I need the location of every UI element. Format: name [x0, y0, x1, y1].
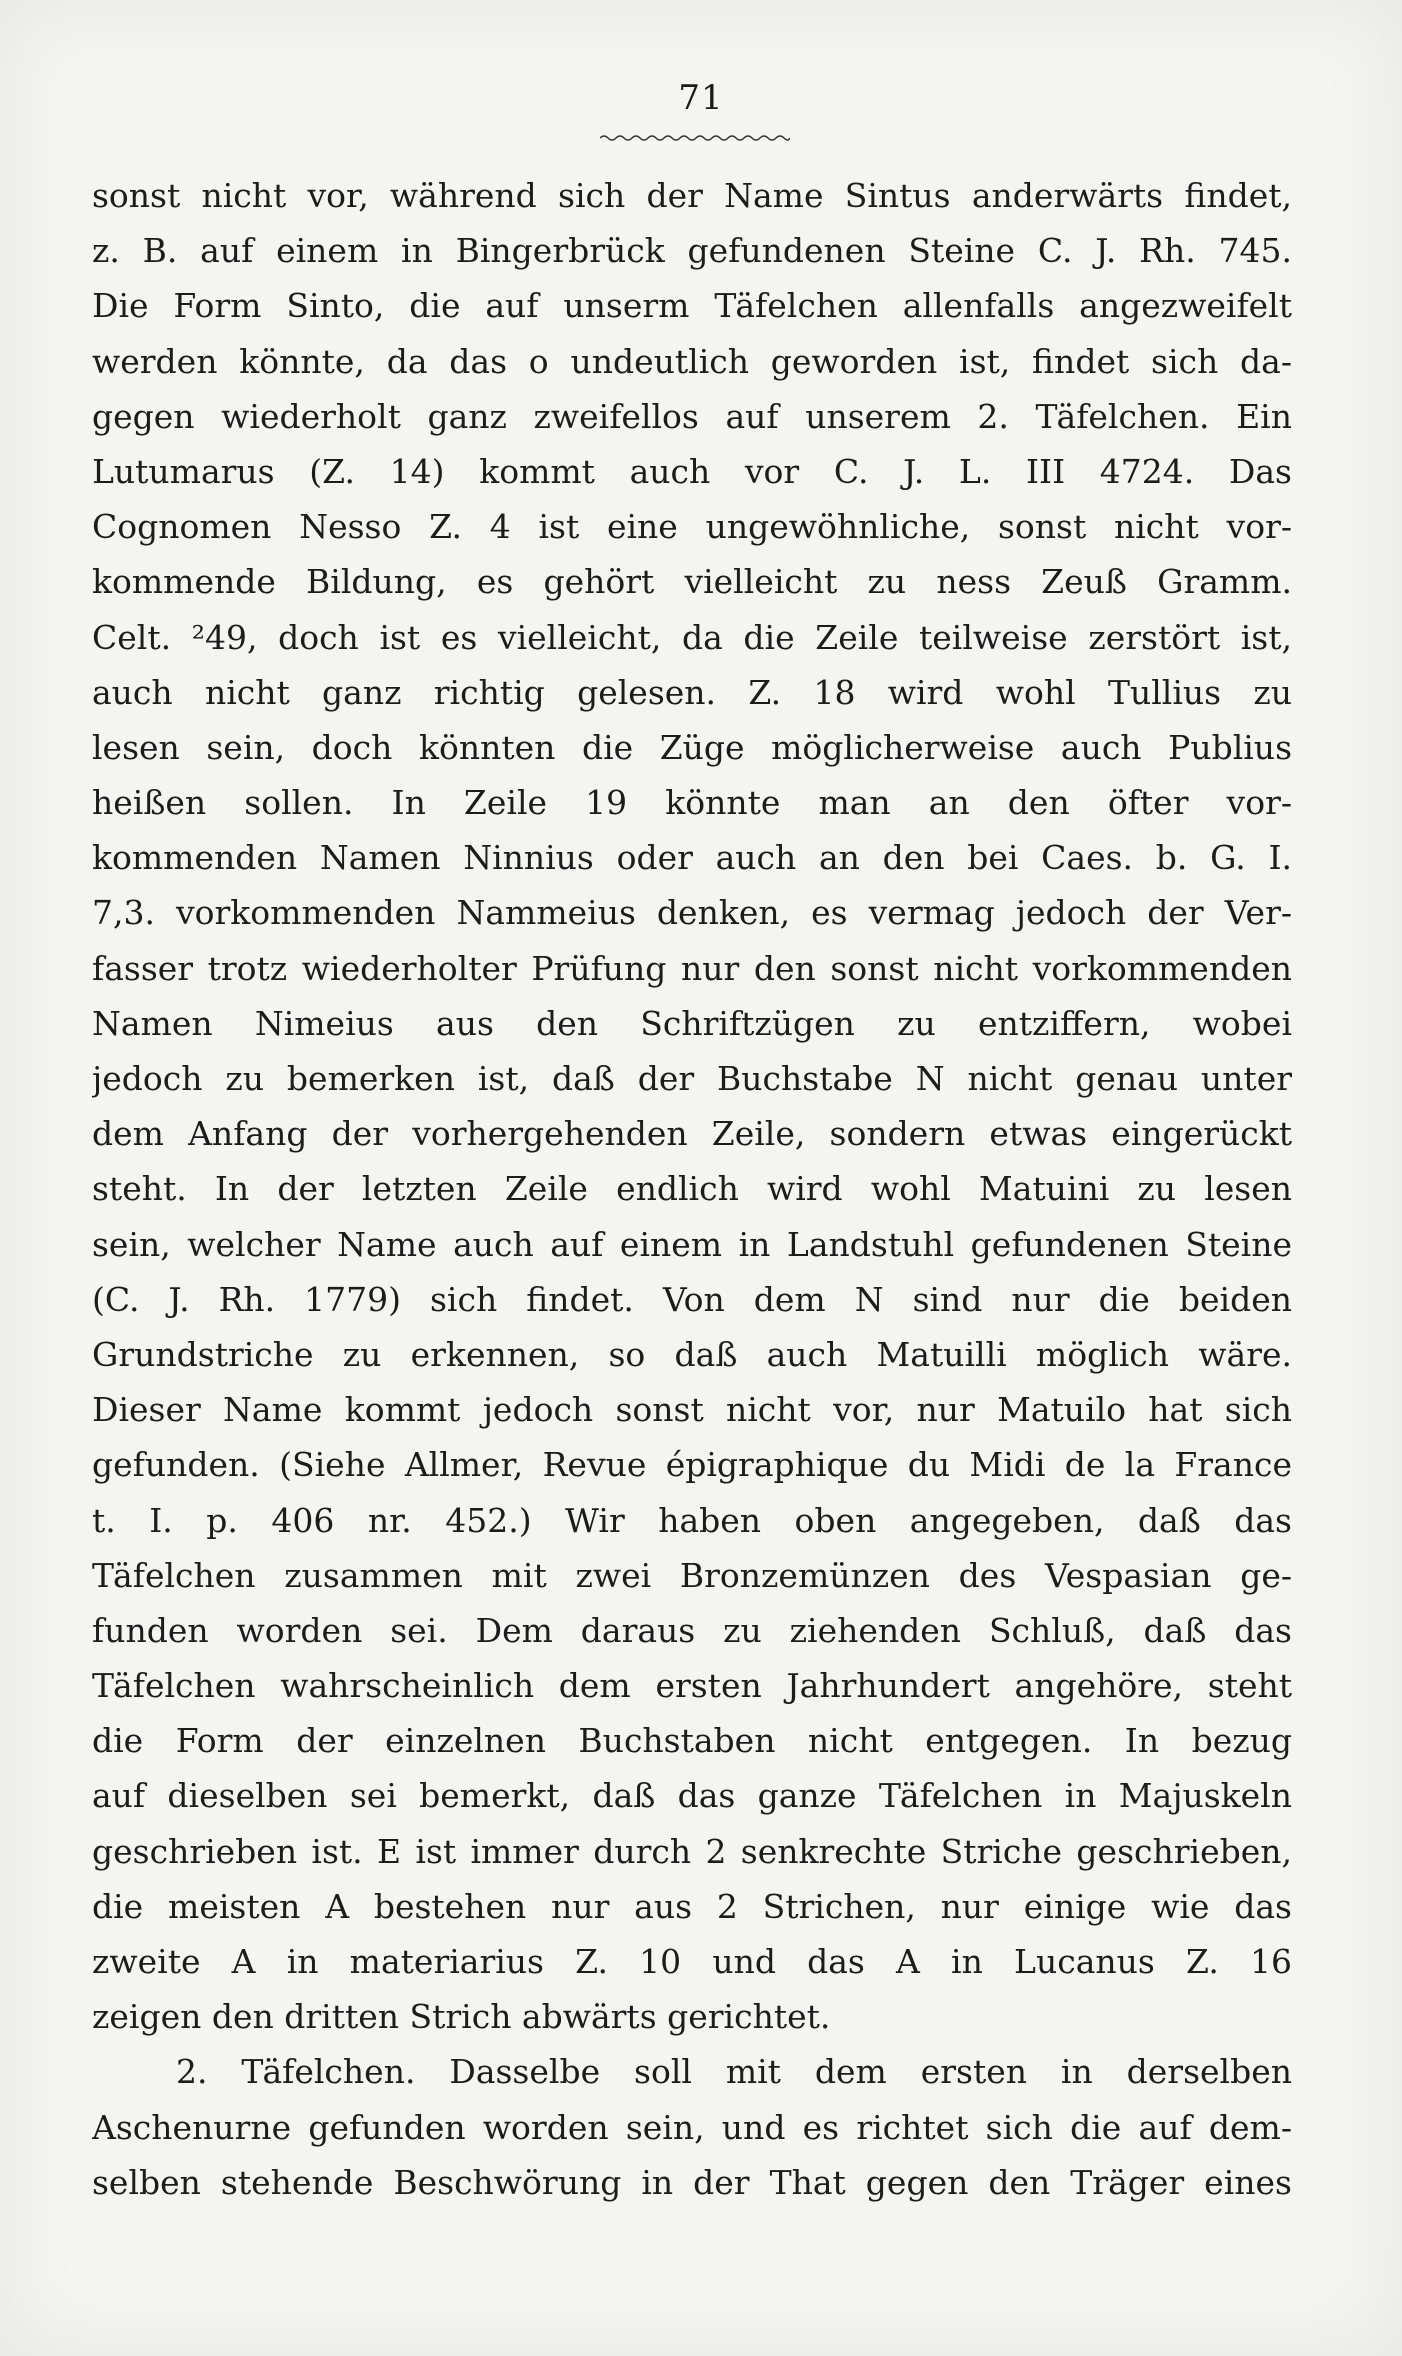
text-line: selben stehende Beschwörung in der That gegen den Träger eines: [92, 2162, 1292, 2202]
text-line: Lutumarus (Z. 14) kommt auch vor C. J. L. III 4724. Das: [92, 451, 1292, 491]
page-number: 71: [678, 78, 724, 118]
text-line: steht. In der letzten Zeile endlich wird wohl Matuini zu lesen: [92, 1169, 1292, 1209]
text-line-paragraph-end: zeigen den dritten Strich abwärts gerichtet.: [92, 1997, 831, 2037]
text-line: kommende Bildung, es gehört vielleicht zu ness Zeuß Gramm.: [92, 562, 1292, 602]
text-line: Celt. ²49, doch ist es vielleicht, da die Zeile teilweise zerstört ist,: [92, 617, 1292, 657]
text-line: heißen sollen. In Zeile 19 könnte man an den öfter vor-: [92, 783, 1292, 823]
text-line: gefunden. (Siehe Allmer, Revue épigraphique du Midi de la France: [92, 1445, 1292, 1485]
text-line: lesen sein, doch könnten die Züge möglicherweise auch Publius: [92, 727, 1292, 767]
text-line: Täfelchen wahrscheinlich dem ersten Jahrhundert angehöre, steht: [92, 1666, 1292, 1706]
page-number-underline-ornament: [600, 134, 790, 142]
text-line: auch nicht ganz richtig gelesen. Z. 18 wird wohl Tullius zu: [92, 672, 1292, 712]
text-line: sonst nicht vor, während sich der Name Sintus anderwärts findet,: [92, 176, 1292, 215]
text-line: auf dieselben sei bemerkt, daß das ganze Täfelchen in Majuskeln: [92, 1776, 1292, 1816]
text-line: jedoch zu bemerken ist, daß der Buchstabe N nicht genau unter: [92, 1059, 1292, 1098]
text-line: Cognomen Nesso Z. 4 ist eine ungewöhnliche, sonst nicht vor-: [92, 507, 1292, 547]
text-line: sein, welcher Name auch auf einem in Landstuhl gefundenen Steine: [92, 1224, 1292, 1264]
text-line: werden könnte, da das o undeutlich geworden ist, findet sich da-: [92, 341, 1292, 381]
text-line: die Form der einzelnen Buchstaben nicht entgegen. In bezug: [92, 1721, 1292, 1761]
text-line: die meisten A bestehen nur aus 2 Strichen, nur einige wie das: [92, 1886, 1292, 1926]
text-line: Die Form Sinto, die auf unserm Täfelchen allenfalls angezweifelt: [92, 286, 1292, 326]
text-line: t. I. p. 406 nr. 452.) Wir haben oben angegeben, daß das: [92, 1500, 1292, 1540]
text-line: Täfelchen zusammen mit zwei Bronzemünzen des Vespasian ge-: [92, 1555, 1292, 1595]
text-line: kommenden Namen Ninnius oder auch an den bei Caes. b. G. I.: [92, 838, 1292, 878]
text-line: z. B. auf einem in Bingerbrück gefundenen Steine C. J. Rh. 745.: [92, 231, 1292, 271]
text-line: Grundstriche zu erkennen, so daß auch Matuilli möglich wäre.: [92, 1334, 1292, 1374]
text-line: Namen Nimeius aus den Schriftzügen zu entziffern, wobei: [92, 1003, 1292, 1043]
body-text: [92, 168, 1292, 2210]
text-line: gegen wiederholt ganz zweifellos auf unserem 2. Täfelchen. Ein: [92, 396, 1292, 436]
text-line: 7,3. vorkommenden Nammeius denken, es vermag jedoch der Ver-: [92, 893, 1292, 933]
text-line: fasser trotz wiederholter Prüfung nur den sonst nicht vorkommenden: [92, 948, 1292, 988]
text-line: funden worden sei. Dem daraus zu ziehenden Schluß, daß das: [92, 1610, 1292, 1650]
text-line: Aschenurne gefunden worden sein, und es richtet sich die auf dem-: [92, 2107, 1292, 2147]
text-line: dem Anfang der vorhergehenden Zeile, sondern etwas eingerückt: [92, 1114, 1292, 1154]
text-line: geschrieben ist. E ist immer durch 2 senkrechte Striche geschrieben,: [92, 1831, 1292, 1871]
text-line: (C. J. Rh. 1779) sich findet. Von dem N sind nur die beiden: [92, 1279, 1292, 1319]
text-line: zweite A in materiarius Z. 10 und das A in Lucanus Z. 16: [92, 1942, 1292, 1981]
text-line: Dieser Name kommt jedoch sonst nicht vor, nur Matuilo hat sich: [92, 1390, 1292, 1430]
text-line-paragraph-start: 2. Täfelchen. Dasselbe soll mit dem ersten in derselben: [176, 2052, 1292, 2092]
